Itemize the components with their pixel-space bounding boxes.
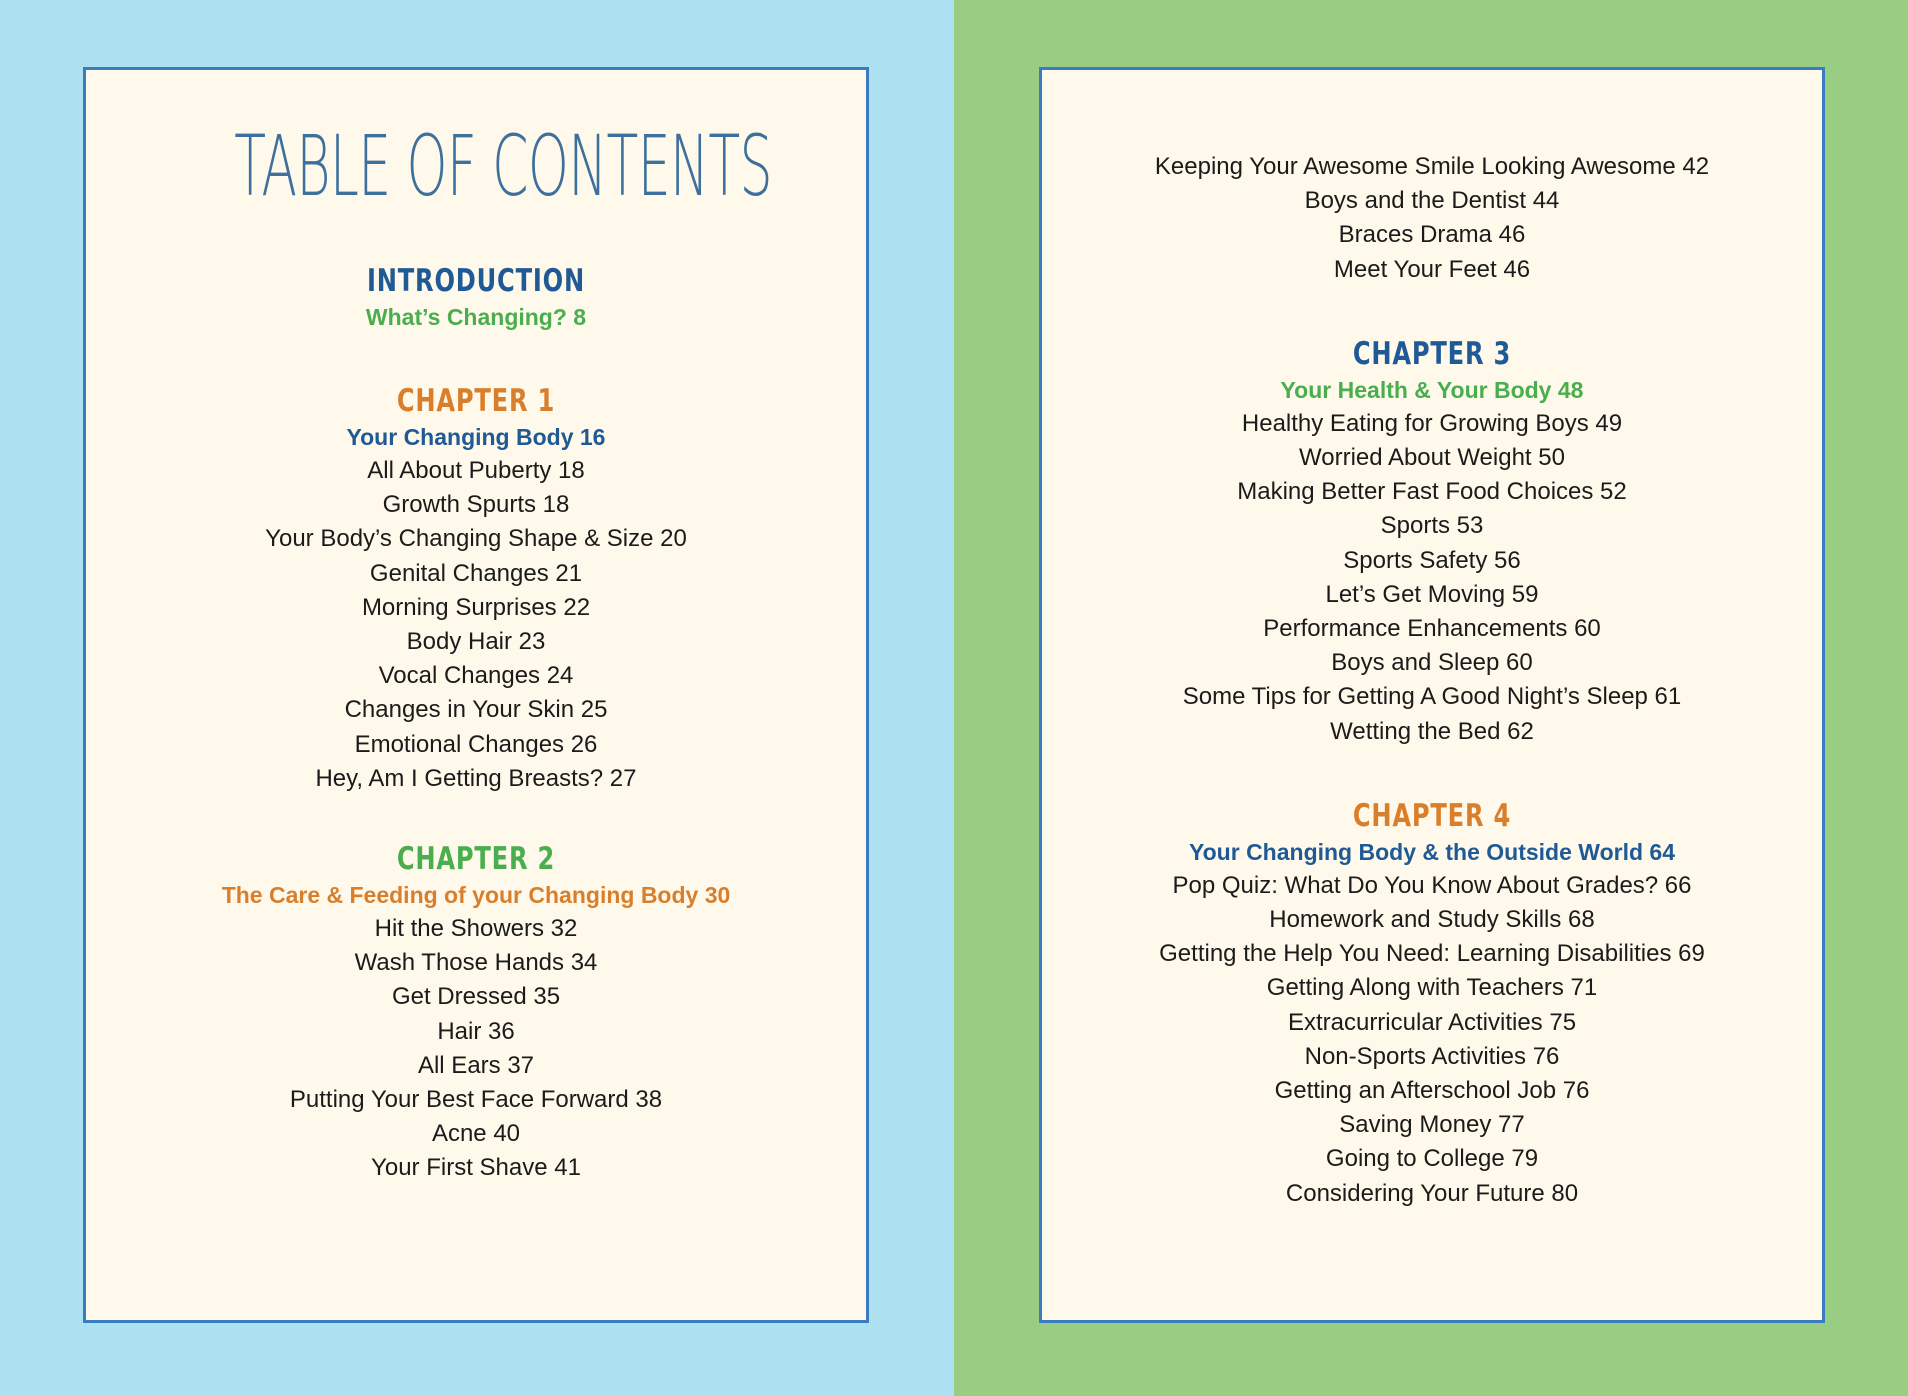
introduction-subtitle: What’s Changing? 8	[365, 304, 587, 330]
toc-entry: Extracurricular Activities 75	[1287, 1008, 1577, 1036]
toc-entry: Changes in Your Skin 25	[344, 696, 608, 724]
chapter1-subtitle: Your Changing Body 16	[346, 424, 606, 450]
introduction-section	[86, 262, 866, 334]
toc-entry: Let’s Get Moving 59	[1325, 580, 1539, 608]
toc-entry: Your First Shave 41	[371, 1154, 581, 1182]
toc-entry: Emotional Changes 26	[354, 730, 598, 758]
page-title: TABLE OF CONTENTS	[234, 117, 773, 215]
toc-entry: Boys and Sleep 60	[1331, 649, 1533, 677]
chapter3-section	[1042, 335, 1822, 749]
toc-entry: Get Dressed 35	[391, 983, 561, 1011]
chapter4-entries	[1042, 869, 1822, 1211]
toc-entry: Vocal Changes 24	[378, 662, 574, 690]
toc-entry: Getting Along with Teachers 71	[1266, 974, 1598, 1002]
toc-entry: Non-Sports Activities 76	[1304, 1042, 1560, 1070]
right-contents-panel	[1039, 67, 1825, 1323]
toc-entry: Getting an Afterschool Job 76	[1274, 1077, 1590, 1105]
chapter3-heading: CHAPTER 3	[1352, 335, 1512, 372]
right-contents-column	[1042, 150, 1822, 1211]
toc-entry: Braces Drama 46	[1338, 221, 1526, 249]
toc-entry: Going to College 79	[1325, 1145, 1539, 1173]
toc-entry: Homework and Study Skills 68	[1269, 906, 1595, 934]
introduction-heading: INTRODUCTION	[366, 263, 585, 299]
toc-entry: Keeping Your Awesome Smile Looking Awesome 42	[1154, 153, 1710, 180]
toc-entry: Sports 53	[1380, 512, 1484, 540]
chapter2-heading: CHAPTER 2	[396, 841, 556, 878]
chapter2-entries	[86, 912, 866, 1186]
chapter2-subtitle: The Care & Feeding of your Changing Body 30	[221, 882, 731, 909]
toc-entry: All About Puberty 18	[367, 457, 585, 484]
left-contents-panel	[83, 67, 869, 1323]
toc-entry: Making Better Fast Food Choices 52	[1237, 478, 1627, 506]
toc-entry: Hit the Showers 32	[374, 915, 578, 943]
toc-entry: Some Tips for Getting A Good Night’s Sleep 61	[1182, 683, 1682, 711]
toc-entry: All Ears 37	[417, 1051, 535, 1079]
toc-entry: Genital Changes 21	[369, 559, 583, 587]
toc-entry: Saving Money 77	[1339, 1111, 1525, 1139]
chapter4-subtitle: Your Changing Body & the Outside World 64	[1189, 838, 1675, 865]
chapter3-entries	[1042, 407, 1822, 749]
toc-entry: Hey, Am I Getting Breasts? 27	[315, 764, 637, 792]
continued-entries	[1042, 150, 1822, 287]
toc-entry: Morning Surprises 22	[361, 593, 591, 621]
toc-entry: Wetting the Bed 62	[1330, 717, 1534, 745]
chapter1-section	[86, 382, 866, 796]
left-contents-column	[86, 117, 866, 1186]
toc-entry: Body Hair 23	[406, 628, 546, 656]
toc-entry: Considering Your Future 80	[1285, 1179, 1579, 1207]
toc-entry: Pop Quiz: What Do You Know About Grades? 66	[1172, 871, 1692, 899]
toc-entry: Sports Safety 56	[1343, 546, 1521, 574]
toc-entry: Boys and the Dentist 44	[1304, 187, 1560, 215]
toc-entry: Your Body’s Changing Shape & Size 20	[265, 525, 687, 553]
toc-entry: Meet Your Feet 46	[1333, 255, 1531, 283]
toc-entry: Healthy Eating for Growing Boys 49	[1241, 409, 1623, 437]
toc-entry: Performance Enhancements 60	[1263, 615, 1601, 643]
toc-entry: Growth Spurts 18	[382, 491, 570, 519]
chapter2-section	[86, 840, 866, 1186]
chapter1-entries	[86, 454, 866, 796]
toc-entry: Worried About Weight 50	[1299, 444, 1565, 472]
toc-entry: Hair 36	[437, 1017, 515, 1045]
toc-entry: Acne 40	[431, 1120, 521, 1148]
toc-entry: Getting the Help You Need: Learning Disabilities 69	[1159, 940, 1705, 968]
chapter1-heading: CHAPTER 1	[396, 383, 556, 419]
chapter4-heading: CHAPTER 4	[1352, 797, 1512, 834]
toc-entry: Putting Your Best Face Forward 38	[289, 1086, 663, 1114]
toc-entry: Wash Those Hands 34	[354, 949, 598, 977]
chapter4-section	[1042, 797, 1822, 1211]
chapter3-subtitle: Your Health & Your Body 48	[1280, 376, 1584, 403]
